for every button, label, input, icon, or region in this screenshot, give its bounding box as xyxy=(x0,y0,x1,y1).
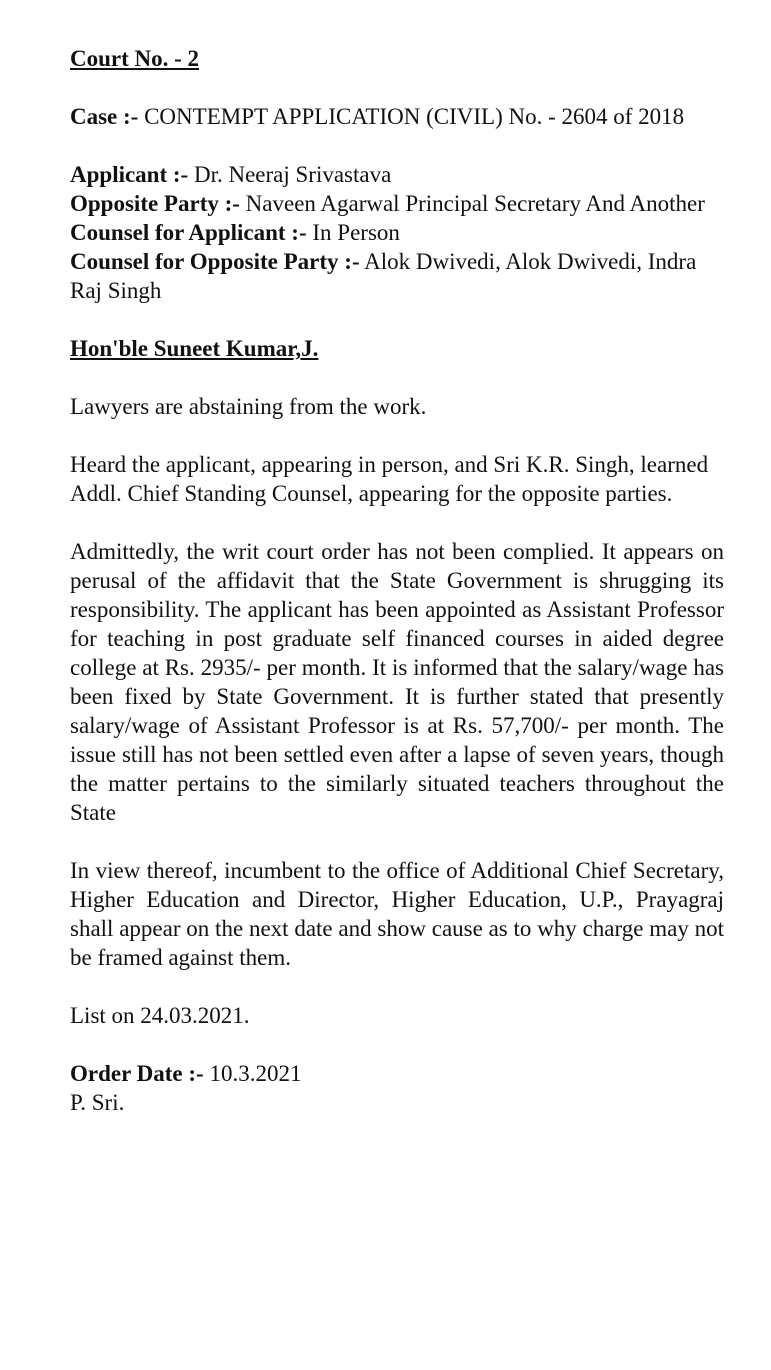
counsel-opposite-value: Alok Dwivedi, Alok Dwivedi, Indra Raj Singh xyxy=(70,249,697,303)
court-number: Court No. - 2 xyxy=(70,46,200,71)
paragraph-admittedly: Admittedly, the writ court order has not been complied. It appears on perusal of the affidavit that the State Government is shrugging its responsibility. The applicant has been appointed as Assistant Professor for teaching in post graduate self financed courses in aided degree college at Rs. 2935/- per month. It is informed that the salary/wage has been fixed by State Government. It is further stated that presently salary/wage of Assistant Professor is at Rs. 57,700/- per month. The issue still has not been settled even after a lapse of seven years, though the matter pertains to the similarly situated teachers throughout the State xyxy=(70,539,724,825)
counsel-applicant-label: Counsel for Applicant :- xyxy=(70,220,307,245)
counsel-opposite-line xyxy=(70,247,724,305)
case-line xyxy=(70,102,724,131)
order-date-line xyxy=(70,1059,724,1088)
applicant-value: Dr. Neeraj Srivastava xyxy=(193,162,392,187)
applicant-line xyxy=(70,160,724,189)
opposite-party-value: Naveen Agarwal Principal Secretary And Another xyxy=(245,191,705,216)
judge-name: Hon'ble Suneet Kumar,J. xyxy=(70,336,319,361)
paragraph-heard: Heard the applicant, appearing in person, and Sri K.R. Singh, learned Addl. Chief Standing Counsel, appearing for the opposite parties. xyxy=(70,452,709,506)
counsel-opposite-label: Counsel for Opposite Party :- xyxy=(70,249,360,274)
order-document xyxy=(70,44,724,1117)
initials: P. Sri. xyxy=(70,1090,125,1115)
paragraph-view-thereof: In view thereof, incumbent to the office of Additional Chief Secretary, Higher Education and Director, Higher Education, U.P., Prayagraj shall appear on the next date and show cause as to why charge may not be framed against them. xyxy=(70,858,724,970)
paragraph-abstaining: Lawyers are abstaining from the work. xyxy=(70,394,427,419)
paragraph-list-date: List on 24.03.2021. xyxy=(70,1003,250,1028)
counsel-applicant-value: In Person xyxy=(312,220,400,245)
case-label: Case :- xyxy=(70,104,139,129)
counsel-applicant-line xyxy=(70,218,724,247)
order-date-label: Order Date :- xyxy=(70,1061,204,1086)
order-date-value: 10.3.2021 xyxy=(209,1061,302,1086)
opposite-party-line xyxy=(70,189,724,218)
opposite-party-label: Opposite Party :- xyxy=(70,191,240,216)
case-value: CONTEMPT APPLICATION (CIVIL) No. - 2604 of 2018 xyxy=(144,104,685,129)
applicant-label: Applicant :- xyxy=(70,162,189,187)
